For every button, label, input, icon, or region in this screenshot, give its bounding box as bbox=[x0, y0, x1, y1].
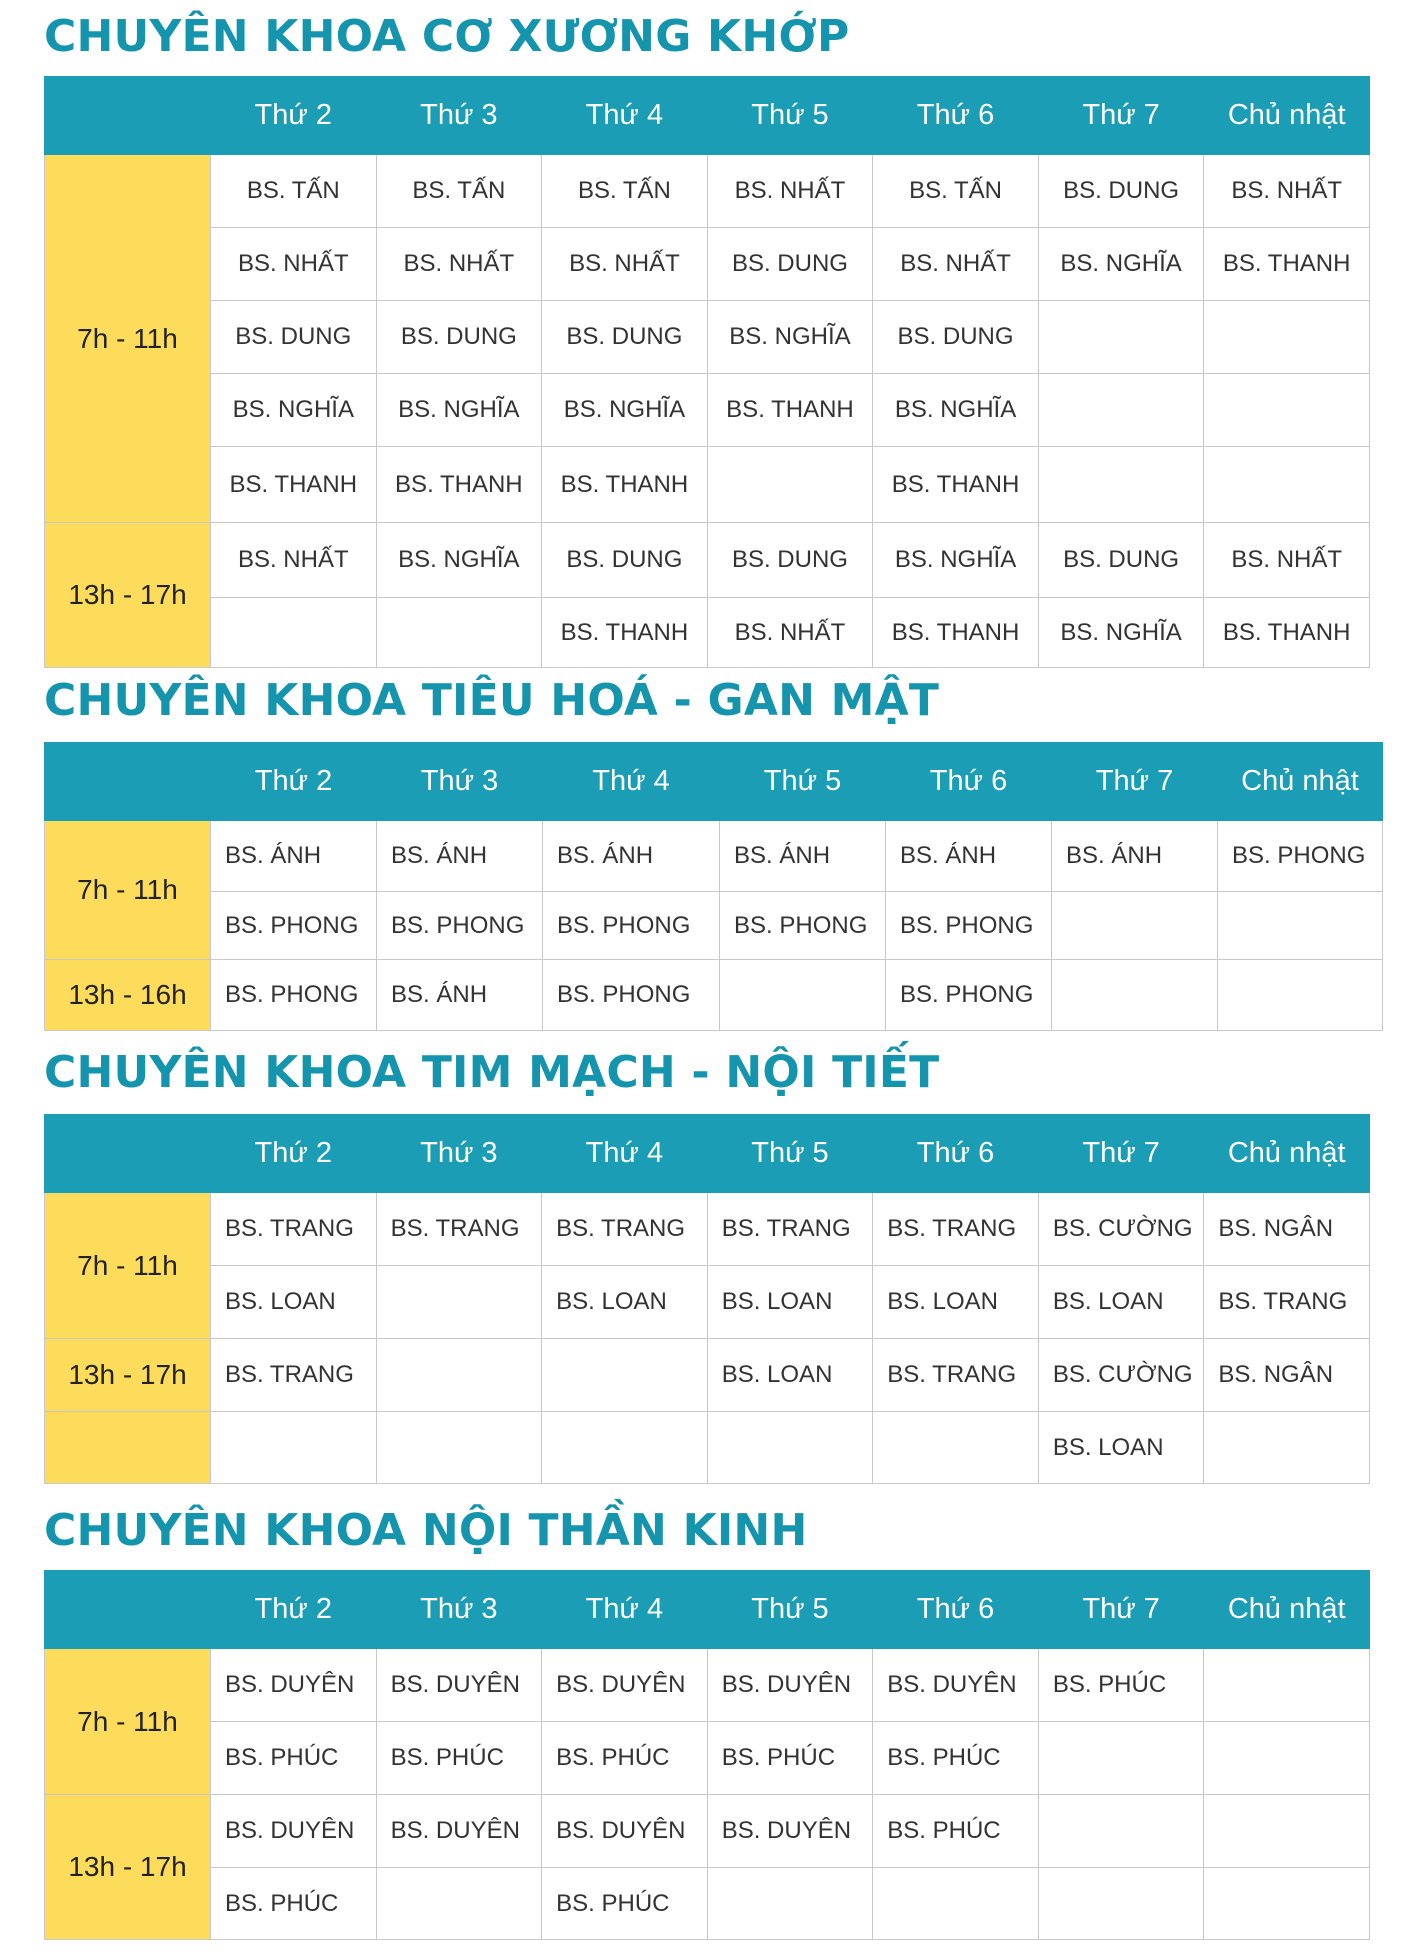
doctor-cell: BS. NHẤT bbox=[211, 523, 377, 598]
doctor-cell: BS. NHẤT bbox=[376, 228, 542, 301]
doctor-cell bbox=[707, 1868, 873, 1940]
table-row bbox=[45, 1412, 1370, 1484]
table-row bbox=[45, 523, 1370, 598]
doctor-cell: BS. DUNG bbox=[376, 301, 542, 374]
time-slot-label: 7h - 11h bbox=[45, 155, 211, 523]
doctor-cell bbox=[1204, 1722, 1370, 1795]
day-header: Thứ 3 bbox=[376, 1115, 542, 1193]
table-row bbox=[45, 892, 1383, 960]
doctor-cell: BS. NHẤT bbox=[707, 598, 873, 668]
section-title-noi-than-kinh: CHUYÊN KHOA NỘI THẦN KINH bbox=[44, 1505, 808, 1556]
table-row bbox=[45, 228, 1370, 301]
day-header: Thứ 4 bbox=[542, 1115, 708, 1193]
doctor-cell: BS. TRANG bbox=[873, 1193, 1039, 1266]
doctor-cell: BS. DUNG bbox=[707, 523, 873, 598]
doctor-cell bbox=[211, 598, 377, 668]
doctor-cell bbox=[1218, 960, 1383, 1031]
doctor-cell: BS. DUYÊN bbox=[542, 1649, 708, 1722]
doctor-cell: BS. DUYÊN bbox=[707, 1649, 873, 1722]
time-slot-label: 13h - 17h bbox=[45, 1339, 211, 1412]
doctor-cell bbox=[376, 1412, 542, 1484]
table-row bbox=[45, 1795, 1370, 1868]
doctor-cell: BS. PHONG bbox=[886, 960, 1052, 1031]
doctor-cell: BS. TRANG bbox=[873, 1339, 1039, 1412]
doctor-cell: BS. NHẤT bbox=[1204, 523, 1370, 598]
doctor-cell bbox=[1038, 1868, 1204, 1940]
doctor-cell: BS. DUNG bbox=[211, 301, 377, 374]
section-title-tieu-hoa-gan-mat: CHUYÊN KHOA TIÊU HOÁ - GAN MẬT bbox=[44, 675, 940, 726]
doctor-cell bbox=[1204, 1412, 1370, 1484]
day-header: Thứ 5 bbox=[707, 1115, 873, 1193]
doctor-cell: BS. DUYÊN bbox=[376, 1649, 542, 1722]
doctor-cell bbox=[1038, 447, 1204, 523]
doctor-cell: BS. PHÚC bbox=[542, 1722, 708, 1795]
doctor-cell: BS. TRANG bbox=[542, 1193, 708, 1266]
doctor-cell bbox=[1052, 892, 1218, 960]
day-header: Thứ 2 bbox=[211, 743, 377, 821]
table-row bbox=[45, 1266, 1370, 1339]
day-header: Thứ 7 bbox=[1038, 77, 1204, 155]
doctor-cell: BS. TRANG bbox=[707, 1193, 873, 1266]
doctor-cell: BS. PHONG bbox=[543, 892, 720, 960]
doctor-cell: BS. PHONG bbox=[886, 892, 1052, 960]
doctor-cell: BS. ÁNH bbox=[1052, 821, 1218, 892]
doctor-cell: BS. NGHĨA bbox=[542, 374, 708, 447]
doctor-cell: BS. CƯỜNG bbox=[1038, 1193, 1204, 1266]
day-header: Thứ 4 bbox=[543, 743, 720, 821]
doctor-cell: BS. NGHĨA bbox=[1038, 228, 1204, 301]
doctor-cell bbox=[1038, 1795, 1204, 1868]
doctor-cell bbox=[1204, 1795, 1370, 1868]
doctor-cell: BS. THANH bbox=[1204, 228, 1370, 301]
day-header: Chủ nhật bbox=[1204, 1115, 1370, 1193]
doctor-cell: BS. TRANG bbox=[376, 1193, 542, 1266]
table-row bbox=[45, 598, 1370, 668]
table-row bbox=[45, 374, 1370, 447]
day-header: Thứ 4 bbox=[542, 77, 708, 155]
doctor-cell bbox=[376, 1868, 542, 1940]
table-row bbox=[45, 1193, 1370, 1266]
doctor-cell bbox=[1204, 447, 1370, 523]
doctor-cell: BS. LOAN bbox=[873, 1266, 1039, 1339]
doctor-cell: BS. NHẤT bbox=[707, 155, 873, 228]
doctor-cell bbox=[1204, 301, 1370, 374]
doctor-cell: BS. THANH bbox=[376, 447, 542, 523]
doctor-cell bbox=[873, 1868, 1039, 1940]
doctor-cell: BS. PHÚC bbox=[376, 1722, 542, 1795]
doctor-cell: BS. NGÂN bbox=[1204, 1339, 1370, 1412]
doctor-cell: BS. DUYÊN bbox=[376, 1795, 542, 1868]
table-row bbox=[45, 960, 1383, 1031]
table-header-row bbox=[45, 1115, 1370, 1193]
doctor-cell bbox=[1204, 1649, 1370, 1722]
doctor-cell: BS. DUYÊN bbox=[542, 1795, 708, 1868]
schedule-table-co-xuong-khop bbox=[44, 76, 1370, 668]
time-slot-label: 7h - 11h bbox=[45, 1649, 211, 1795]
day-header: Thứ 6 bbox=[886, 743, 1052, 821]
day-header: Thứ 2 bbox=[211, 77, 377, 155]
doctor-cell: BS. LOAN bbox=[542, 1266, 708, 1339]
doctor-cell: BS. ÁNH bbox=[211, 821, 377, 892]
doctor-cell: BS. NGHĨA bbox=[376, 523, 542, 598]
doctor-cell: BS. TRANG bbox=[211, 1339, 377, 1412]
doctor-cell: BS. PHONG bbox=[543, 960, 720, 1031]
doctor-cell: BS. DUYÊN bbox=[211, 1649, 377, 1722]
doctor-cell: BS. LOAN bbox=[707, 1339, 873, 1412]
doctor-cell: BS. DUNG bbox=[873, 301, 1039, 374]
doctor-cell: BS. LOAN bbox=[211, 1266, 377, 1339]
doctor-cell bbox=[707, 447, 873, 523]
doctor-cell: BS. PHÚC bbox=[873, 1722, 1039, 1795]
doctor-cell: BS. LOAN bbox=[707, 1266, 873, 1339]
day-header: Thứ 6 bbox=[873, 77, 1039, 155]
day-header: Thứ 3 bbox=[376, 77, 542, 155]
doctor-cell bbox=[1204, 1868, 1370, 1940]
header-corner bbox=[45, 1571, 211, 1649]
section-title-co-xuong-khop: CHUYÊN KHOA CƠ XƯƠNG KHỚP bbox=[44, 11, 850, 62]
doctor-cell: BS. ÁNH bbox=[543, 821, 720, 892]
doctor-cell: BS. PHÚC bbox=[1038, 1649, 1204, 1722]
doctor-cell bbox=[542, 1339, 708, 1412]
day-header: Chủ nhật bbox=[1204, 77, 1370, 155]
doctor-cell: BS. TẤN bbox=[542, 155, 708, 228]
doctor-cell: BS. NGÂN bbox=[1204, 1193, 1370, 1266]
table-row bbox=[45, 1339, 1370, 1412]
doctor-cell bbox=[1038, 374, 1204, 447]
table-header-row bbox=[45, 77, 1370, 155]
doctor-cell bbox=[542, 1412, 708, 1484]
doctor-cell: BS. NGHĨA bbox=[211, 374, 377, 447]
doctor-cell: BS. PHONG bbox=[377, 892, 543, 960]
doctor-cell: BS. ÁNH bbox=[886, 821, 1052, 892]
table-row bbox=[45, 301, 1370, 374]
doctor-cell: BS. THANH bbox=[873, 598, 1039, 668]
doctor-cell: BS. THANH bbox=[707, 374, 873, 447]
doctor-cell: BS. PHÚC bbox=[542, 1868, 708, 1940]
day-header: Thứ 5 bbox=[707, 77, 873, 155]
table-header-row bbox=[45, 1571, 1370, 1649]
doctor-cell: BS. DUNG bbox=[1038, 523, 1204, 598]
doctor-cell: BS. PHÚC bbox=[211, 1868, 377, 1940]
doctor-cell: BS. LOAN bbox=[1038, 1412, 1204, 1484]
day-header: Thứ 2 bbox=[211, 1115, 377, 1193]
schedule-table-tim-mach-noi-tiet bbox=[44, 1114, 1370, 1484]
doctor-cell: BS. ÁNH bbox=[377, 960, 543, 1031]
doctor-cell: BS. DUNG bbox=[707, 228, 873, 301]
time-slot-label: 13h - 17h bbox=[45, 1795, 211, 1940]
doctor-cell: BS. PHONG bbox=[1218, 821, 1383, 892]
day-header: Thứ 6 bbox=[873, 1571, 1039, 1649]
doctor-cell: BS. TẤN bbox=[211, 155, 377, 228]
table-row bbox=[45, 1868, 1370, 1940]
table-row bbox=[45, 1649, 1370, 1722]
day-header: Chủ nhật bbox=[1218, 743, 1383, 821]
doctor-cell: BS. ÁNH bbox=[377, 821, 543, 892]
time-slot-label: 7h - 11h bbox=[45, 1193, 211, 1339]
header-corner bbox=[45, 77, 211, 155]
table-row bbox=[45, 821, 1383, 892]
day-header: Thứ 4 bbox=[542, 1571, 708, 1649]
time-slot-label bbox=[45, 1412, 211, 1484]
doctor-cell bbox=[1052, 960, 1218, 1031]
day-header: Thứ 5 bbox=[720, 743, 886, 821]
doctor-cell: BS. NGHĨA bbox=[873, 374, 1039, 447]
time-slot-label: 7h - 11h bbox=[45, 821, 211, 960]
doctor-cell: BS. THANH bbox=[542, 598, 708, 668]
day-header: Thứ 2 bbox=[211, 1571, 377, 1649]
schedule-table-noi-than-kinh bbox=[44, 1570, 1370, 1940]
doctor-cell bbox=[720, 960, 886, 1031]
day-header: Thứ 7 bbox=[1052, 743, 1218, 821]
doctor-cell: BS. TẤN bbox=[873, 155, 1039, 228]
doctor-cell: BS. THANH bbox=[542, 447, 708, 523]
header-corner bbox=[45, 1115, 211, 1193]
doctor-cell: BS. THANH bbox=[211, 447, 377, 523]
doctor-cell: BS. NHẤT bbox=[1204, 155, 1370, 228]
day-header: Thứ 3 bbox=[376, 1571, 542, 1649]
doctor-cell: BS. PHÚC bbox=[211, 1722, 377, 1795]
section-title-tim-mach-noi-tiet: CHUYÊN KHOA TIM MẠCH - NỘI TIẾT bbox=[44, 1047, 940, 1098]
header-corner bbox=[45, 743, 211, 821]
schedule-table-tieu-hoa-gan-mat bbox=[44, 742, 1383, 1031]
doctor-cell bbox=[1218, 892, 1383, 960]
doctor-cell bbox=[376, 598, 542, 668]
doctor-cell bbox=[873, 1412, 1039, 1484]
doctor-cell: BS. NGHĨA bbox=[873, 523, 1039, 598]
table-row bbox=[45, 447, 1370, 523]
doctor-cell: BS. NGHĨA bbox=[707, 301, 873, 374]
doctor-cell bbox=[1038, 1722, 1204, 1795]
doctor-cell: BS. THANH bbox=[873, 447, 1039, 523]
doctor-cell bbox=[376, 1266, 542, 1339]
doctor-cell: BS. DUYÊN bbox=[873, 1649, 1039, 1722]
doctor-cell: BS. PHONG bbox=[720, 892, 886, 960]
time-slot-label: 13h - 17h bbox=[45, 523, 211, 668]
doctor-cell: BS. ÁNH bbox=[720, 821, 886, 892]
day-header: Thứ 6 bbox=[873, 1115, 1039, 1193]
doctor-cell: BS. THANH bbox=[1204, 598, 1370, 668]
day-header: Thứ 7 bbox=[1038, 1115, 1204, 1193]
doctor-cell: BS. NHẤT bbox=[211, 228, 377, 301]
doctor-cell: BS. NGHĨA bbox=[1038, 598, 1204, 668]
day-header: Thứ 3 bbox=[377, 743, 543, 821]
doctor-cell: BS. PHONG bbox=[211, 960, 377, 1031]
doctor-cell: BS. CƯỜNG bbox=[1038, 1339, 1204, 1412]
doctor-cell: BS. DUYÊN bbox=[707, 1795, 873, 1868]
doctor-cell bbox=[1038, 301, 1204, 374]
doctor-cell: BS. PHÚC bbox=[873, 1795, 1039, 1868]
doctor-cell: BS. PHÚC bbox=[707, 1722, 873, 1795]
doctor-cell: BS. DUNG bbox=[1038, 155, 1204, 228]
doctor-cell bbox=[707, 1412, 873, 1484]
doctor-cell: BS. NGHĨA bbox=[376, 374, 542, 447]
table-row bbox=[45, 155, 1370, 228]
doctor-cell: BS. TẤN bbox=[376, 155, 542, 228]
doctor-cell bbox=[376, 1339, 542, 1412]
doctor-cell bbox=[1204, 374, 1370, 447]
time-slot-label: 13h - 16h bbox=[45, 960, 211, 1031]
day-header: Thứ 5 bbox=[707, 1571, 873, 1649]
table-row bbox=[45, 1722, 1370, 1795]
table-header-row bbox=[45, 743, 1383, 821]
doctor-cell bbox=[211, 1412, 377, 1484]
doctor-cell: BS. LOAN bbox=[1038, 1266, 1204, 1339]
doctor-cell: BS. NHẤT bbox=[873, 228, 1039, 301]
doctor-cell: BS. DUYÊN bbox=[211, 1795, 377, 1868]
day-header: Thứ 7 bbox=[1038, 1571, 1204, 1649]
doctor-cell: BS. PHONG bbox=[211, 892, 377, 960]
day-header: Chủ nhật bbox=[1204, 1571, 1370, 1649]
doctor-cell: BS. NHẤT bbox=[542, 228, 708, 301]
doctor-cell: BS. TRANG bbox=[211, 1193, 377, 1266]
doctor-cell: BS. TRANG bbox=[1204, 1266, 1370, 1339]
doctor-cell: BS. DUNG bbox=[542, 523, 708, 598]
doctor-cell: BS. DUNG bbox=[542, 301, 708, 374]
